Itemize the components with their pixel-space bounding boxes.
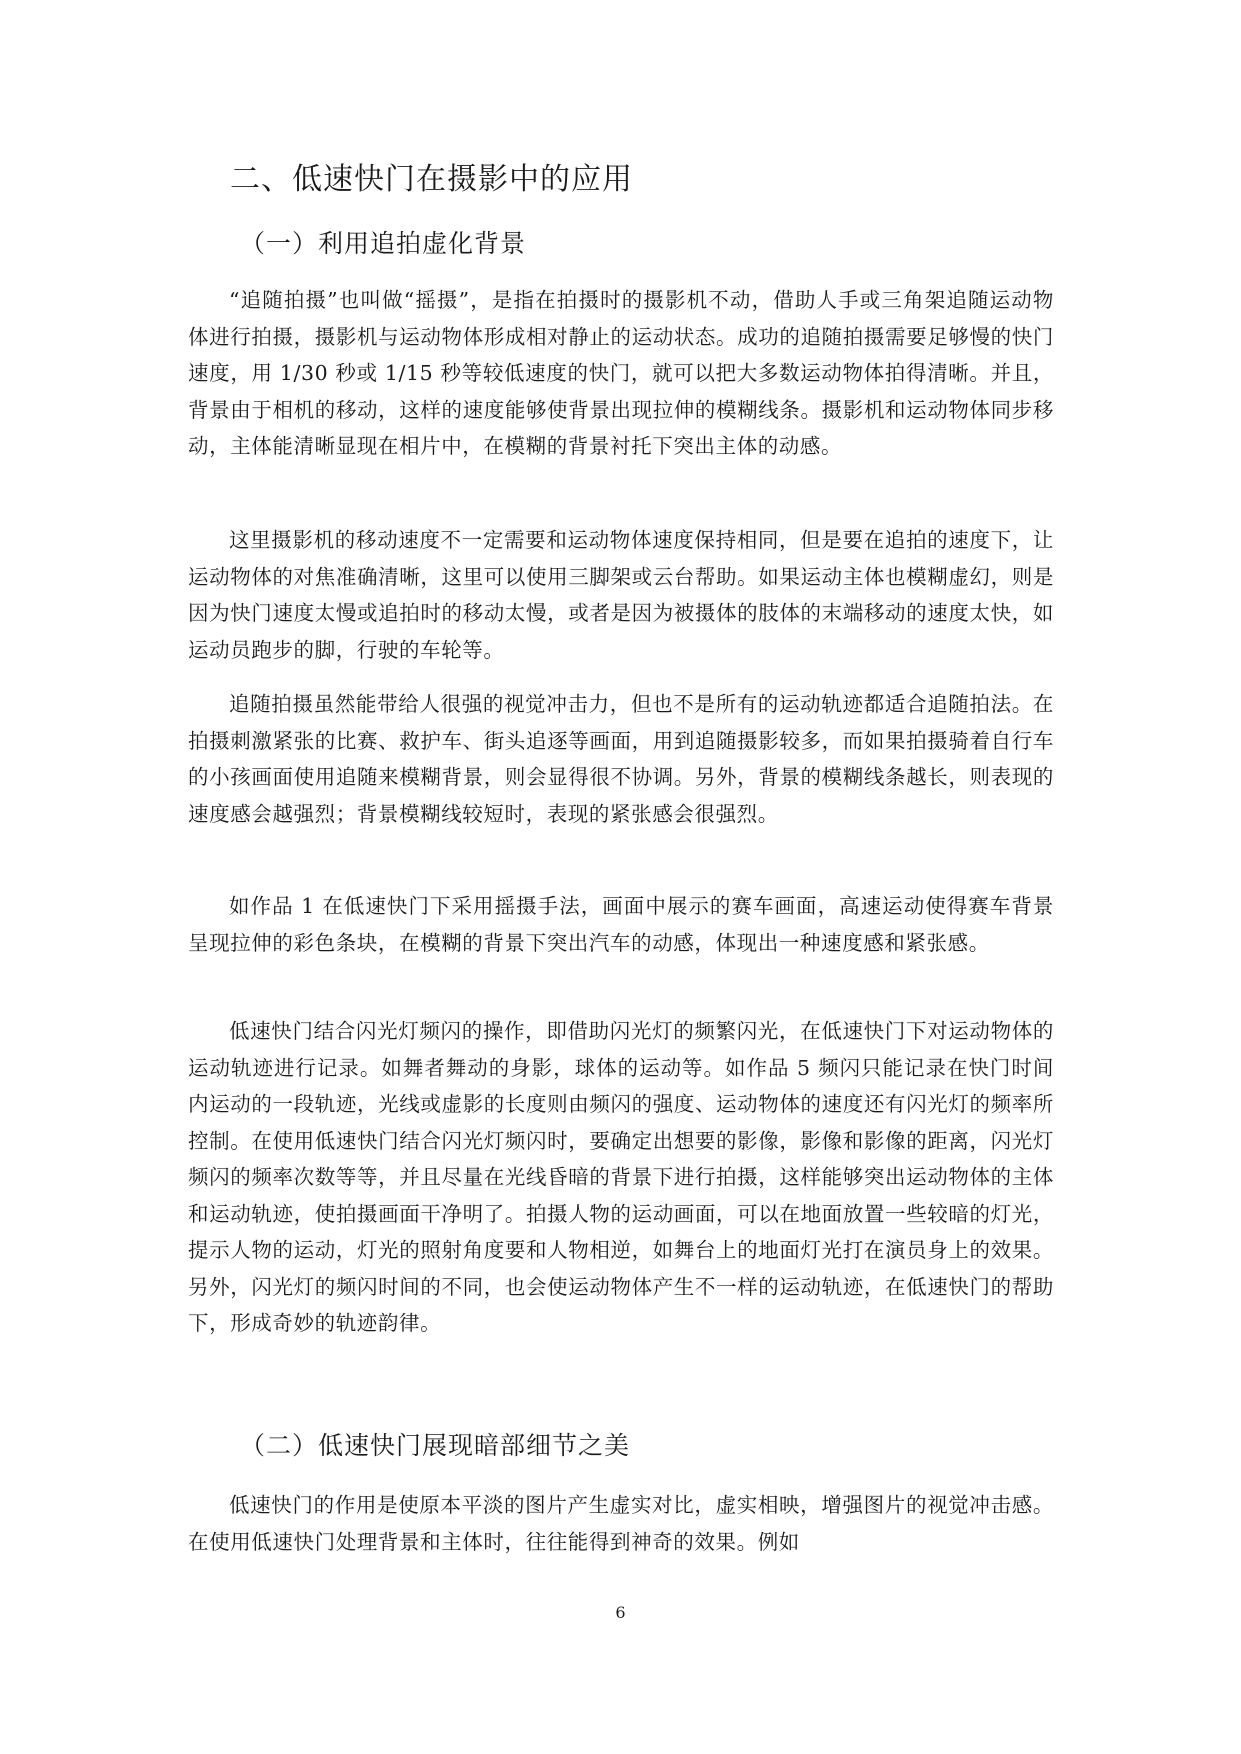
section-heading-1: （一）利用追拍虚化背景 (240, 229, 527, 258)
paragraph: 这里摄影机的移动速度不一定需要和运动物体速度保持相同，但是要在追拍的速度下，让运动物体的对焦准确清晰，这里可以使用三脚架或云台帮助。如果运动主体也模糊虚幻，则是因为快门速度太慢或追拍时的移动太慢，或者是因为被摄体的肢体的末端移动的速度太快，如运动员跑步的脚，行驶的车轮等。 (188, 528, 1054, 662)
section-heading-2: （二）低速快门展现暗部细节之美 (240, 1431, 631, 1460)
paragraph: “追随拍摄”也叫做“摇摄”，是指在拍摄时的摄影机不动，借助人手或三角架追随运动物体进行拍摄，摄影机与运动物体形成相对静止的运动状态。成功的追随拍摄需要足够慢的快门速度，用 1/30 秒或 1/15 秒等较低速度的快门，就可以把大多数运动物体拍得清晰。并且，背景由于相机的移动，这样的速度能够使背景出现拉伸的模糊线条。摄影机和运动物体同步移动，主体能清晰显现在相片中，在模糊的背景衬托下突出主体的动感。 (188, 288, 1054, 458)
paragraph: 低速快门的作用是使原本平淡的图片产生虚实对比，虚实相映，增强图片的视觉冲击感。在使用低速快门处理背景和主体时，往往能得到神奇的效果。例如 (188, 1493, 1054, 1554)
chapter-heading: 二、低速快门在摄影中的应用 (230, 162, 633, 197)
paragraph: 追随拍摄虽然能带给人很强的视觉冲击力，但也不是所有的运动轨迹都适合追随拍法。在拍摄刺激紧张的比赛、救护车、街头追逐等画面，用到追随摄影较多，而如果拍摄骑着自行车的小孩画面使用追随来模糊背景，则会显得很不协调。另外，背景的模糊线条越长，则表现的速度感会越强烈；背景模糊线较短时，表现的紧张感会很强烈。 (188, 692, 1054, 826)
paragraph: 低速快门结合闪光灯频闪的操作，即借助闪光灯的频繁闪光，在低速快门下对运动物体的运动轨迹进行记录。如舞者舞动的身影，球体的运动等。如作品 5 频闪只能记录在快门时间内运动的一段轨迹，光线或虚影的长度则由频闪的强度、运动物体的速度还有闪光灯的频率所控制。在使用低速快门结合闪光灯频闪时，要确定出想要的影像，影像和影像的距离，闪光灯频闪的频率次数等等，并且尽量在光线昏暗的背景下进行拍摄，这样能够突出运动物体的主体和运动轨迹，使拍摄画面干净明了。拍摄人物的运动画面，可以在地面放置一些较暗的灯光，提示人物的运动，灯光的照射角度要和人物相逆，如舞台上的地面灯光打在演员身上的效果。另外，闪光灯的频闪时间的不同，也会使运动物体产生不一样的运动轨迹，在低速快门的帮助下，形成奇妙的轨迹韵律。 (188, 1019, 1054, 1335)
page-number: 6 (615, 1603, 626, 1622)
paragraph: 如作品 1 在低速快门下采用摇摄手法，画面中展示的赛车画面，高速运动使得赛车背景呈现拉伸的彩色条块，在模糊的背景下突出汽车的动感，体现出一种速度感和紧张感。 (188, 894, 1054, 955)
